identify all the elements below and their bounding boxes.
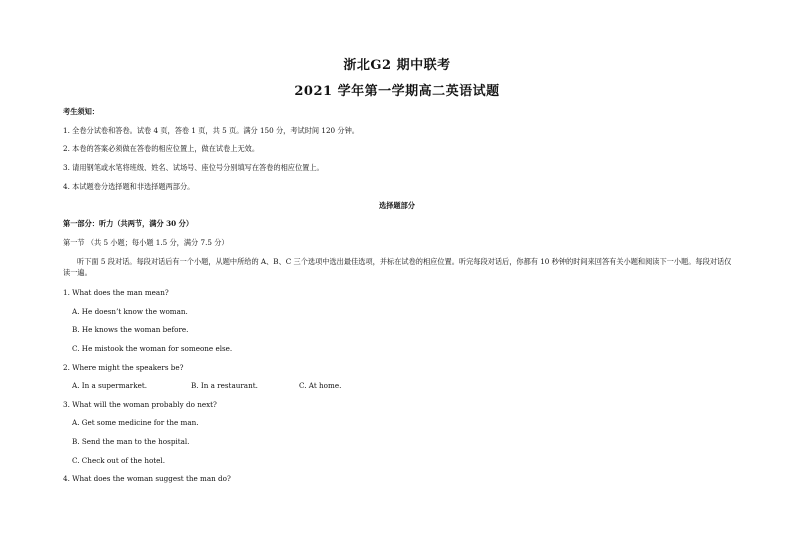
question-3: 3. What will the woman probably do next? [63,400,217,409]
option-c: C. At home. [299,381,342,390]
option-b: B. He knows the woman before. [72,325,189,334]
question-1: 1. What does the man mean? [63,288,169,297]
notice-heading: 考生须知： [63,107,99,116]
listening-instructions: 听下面 5 段对话。每段对话后有一个小题，从题中所给的 A、B、C 三个选项中选出最佳选项，并标在试卷的相应位置。听完每段对话后，你都有 10 秒钟的时间来回答有关小题和阅读下一小题。每段对话仅读一遍。 [63,257,732,277]
part-heading: 第一部分：听力（共两节，满分 30 分） [63,219,194,228]
exam-subtitle: 2021 学年第一学期高二英语试题 [294,84,500,99]
option-c: C. Check out of the hotel. [72,456,165,465]
option-a: A. In a supermarket. [72,381,148,390]
subsection-heading: 第一节 （共 5 小题；每小题 1.5 分，满分 7.5 分） [63,238,229,247]
notice-item: 1. 全卷分试卷和答卷。试卷 4 页，答卷 1 页，共 5 页。满分 150 分，考试时间 120 分钟。 [63,126,359,135]
option-b: B. Send the man to the hospital. [72,437,190,446]
option-a: A. Get some medicine for the man. [72,418,199,427]
notice-item: 2. 本卷的答案必须做在答卷的相应位置上，做在试卷上无效。 [63,144,260,153]
option-a: A. He doesn’t know the woman. [72,307,188,316]
notice-item: 3. 请用钢笔或水笔将班级、姓名、试场号、座位号分别填写在答卷的相应位置上。 [63,163,324,172]
question-2: 2. Where might the speakers be? [63,363,184,372]
question-4: 4. What does the woman suggest the man do? [63,474,231,483]
exam-title: 浙北G2 期中联考 [343,58,451,73]
section-title: 选择题部分 [379,201,415,210]
notice-item: 4. 本试题卷分选择题和非选择题两部分。 [63,182,195,191]
option-c: C. He mistook the woman for someone else. [72,344,233,353]
option-b: B. In a restaurant. [191,381,258,390]
